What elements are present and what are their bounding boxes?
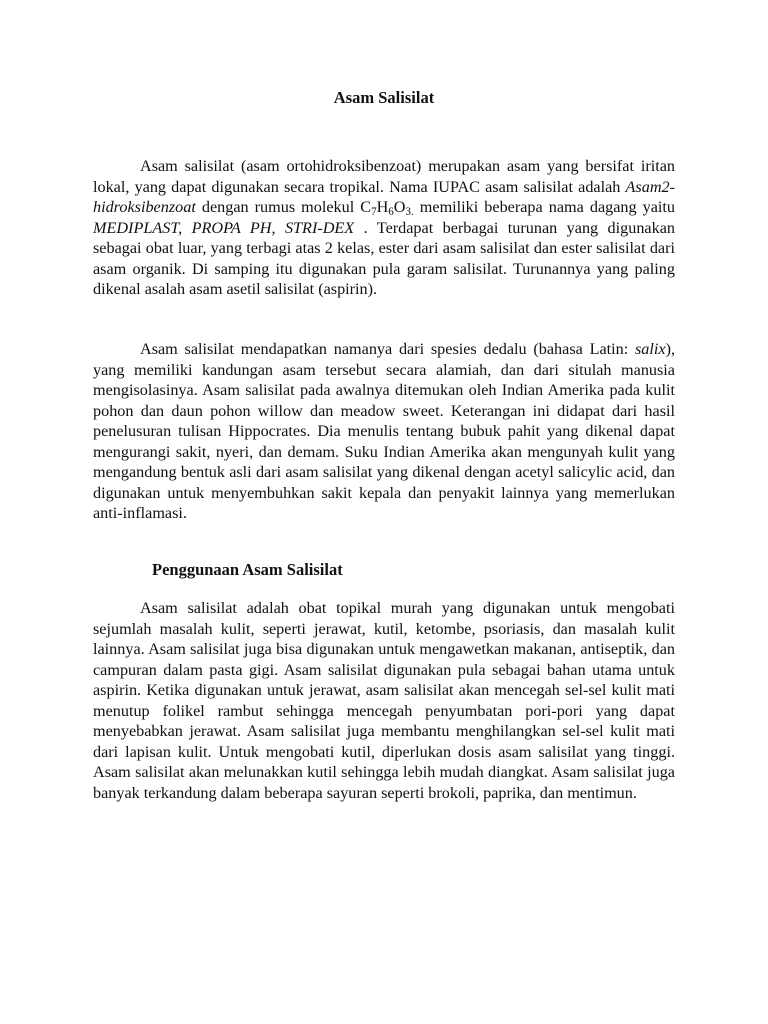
formula-o: O <box>393 198 406 216</box>
paragraph-origin-text-1: Asam salisilat mendapatkan namanya dari spesies dedalu (bahasa Latin: <box>140 340 635 358</box>
formula-h: H <box>376 198 389 216</box>
paragraph-intro-text-4: . Terdapat berbagai turunan yang digunakan sebagai obat luar, yang terbagi atas 2 kelas, ester dari asam salisilat dan ester salisilat dari asam organik. Di samping itu digunakan pula garam salisilat. Turunannya yang paling dikenal asalah asam asetil salisilat (aspirin). <box>93 218 675 298</box>
molecular-formula <box>360 198 413 216</box>
paragraph-usage: Asam salisilat adalah obat topikal murah yang digunakan untuk mengobati sejumlah masalah kulit, seperti jerawat, kutil, ketombe, psoriasis, dan masalah kulit lainnya. Asam salisilat juga bisa digunakan untuk mengawetkan makanan, antiseptik, dan campuran dalam pasta gigi. Asam salisilat digunakan pula sebagai bahan utama untuk aspirin. Ketika digunakan untuk jerawat, asam salisilat akan mencegah sel-sel kulit mati menutup folikel rambut sehingga mencegah penyumbatan pori-pori yang dapat menyebabkan jerawat. Asam salisilat juga membantu menghilangkan sel-sel kulit mati dari lapisan kulit. Untuk mengobati kutil, diperlukan dosis asam salisilat yang tinggi. Asam salisilat akan melunakkan kutil sehingga lebih mudah diangkat. Asam salisilat juga banyak terkandung dalam beberapa sayuran seperti brokoli, paprika, dan mentimun. <box>93 599 675 802</box>
paragraph-origin <box>93 339 675 524</box>
trade-names: MEDIPLAST, PROPA PH, STRI-DEX <box>93 218 355 237</box>
paragraph-origin-text-2: ), yang memiliki kandungan asam tersebut secara alamiah, dan dari situlah manusia mengisolasinya. Asam salisilat pada awalnya ditemukan oleh Indian Amerika pada kulit pohon dan daun pohon willow dan meadow sweet. Keterangan ini didapat dari hasil penelusuran tulisan Hippocrates. Dia menulis tentang bubuk pahit yang dikenal dapat mengurangi sakit, nyeri, dan demam. Suku Indian Amerika akan mengunyah kulit yang mengandung bentuk asli dari asam salisilat yang dikenal dengan acetyl salicylic acid, dan digunakan untuk menyembuhkan sakit kepala dan penyakit lainnya yang memerlukan anti-inflamasi. <box>93 340 675 522</box>
paragraph-intro-text-3: memiliki beberapa nama dagang yaitu <box>413 198 676 216</box>
paragraph-intro-text-1: Asam salisilat (asam ortohidroksibenzoat) merupakan asam yang bersifat iritan lokal, yang dapat digunakan secara tropikal. Nama IUPAC asam salisilat adalah <box>93 157 675 196</box>
latin-term: salix <box>634 340 666 358</box>
formula-c: C <box>360 198 372 216</box>
section-heading: Penggunaan Asam Salisilat <box>152 560 343 579</box>
iupac-name: Asam2-hidroksibenzoat <box>93 177 675 216</box>
page-title: Asam Salisilat <box>333 88 435 107</box>
paragraph-intro-text-2: dengan rumus molekul <box>195 198 361 216</box>
paragraph-intro <box>93 156 675 300</box>
formula-o-count: 3. <box>405 205 414 218</box>
formula-h-count: 6 <box>388 205 394 218</box>
formula-c-count: 7 <box>371 205 377 218</box>
